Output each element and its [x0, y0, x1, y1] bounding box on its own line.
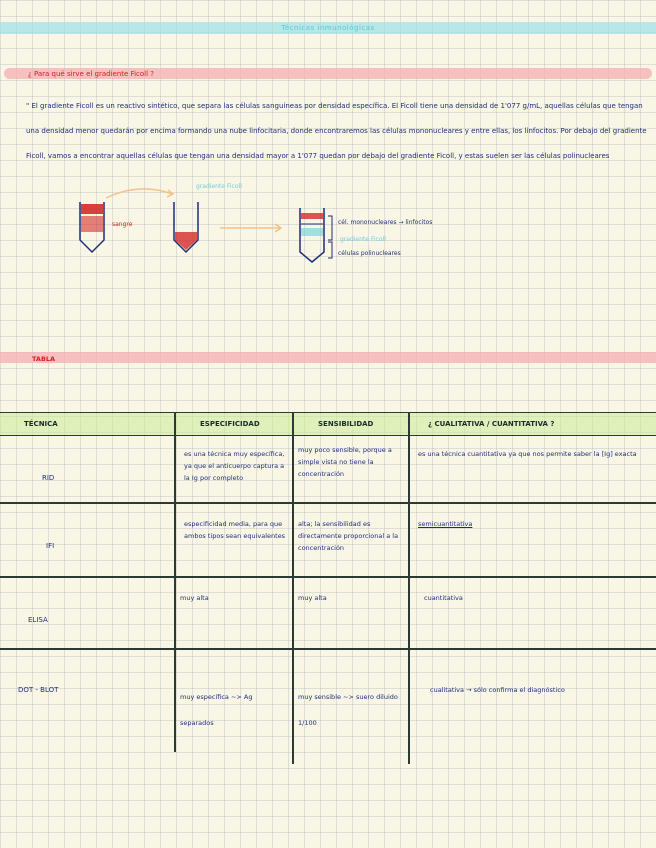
dot-blot-sensibilidad: muy sensible ~> suero diluido 1/100: [298, 693, 398, 727]
gradient-label: gradiente Ficoll: [340, 236, 386, 243]
row-divider: [0, 648, 656, 650]
header-sensibilidad: SENSIBILIDAD: [318, 420, 374, 428]
dot-blot-especificidad: muy específica ~> Ag separados: [180, 693, 253, 727]
ifi-sensibilidad: alta; la sensibilidad es directamente proporcional a la concentración: [298, 520, 399, 552]
technique-ifi: IFI: [46, 542, 55, 550]
rid-especificidad: es una técnica muy específica, ya que el anticuerpo captura a la Ig por completo: [184, 450, 285, 482]
elisa-sensibilidad: muy alta: [298, 594, 327, 602]
technique-dot-blot: DOT - BLOT: [18, 686, 59, 694]
ficoll-label: gradiente Ficoll: [196, 183, 242, 190]
row-divider: [0, 576, 656, 578]
column-divider: [408, 412, 410, 764]
ficoll-explanation: " El gradiente Ficoll es un reactivo sintético, que separa las células sanguíneas por densidad específica. El Ficoll tiene una densidad de 1'077 g/mL, aquellas células que tengan una densidad menor quedarán por encima formando una nube linfocitaria, donde encontraremos las células mononucleares y entre ellas, los linfocitos. Por debajo del gradiente Ficoll, vamos a encontrar aquellas células que tengan una densidad mayor a 1'077 quedan por debajo del gradiente Ficoll, y estas suelen ser las células polinucleares: [26, 102, 647, 160]
ifi-especificidad: especificidad media, para que ambos tipos sean equivalentes: [184, 520, 286, 540]
separated-tube: [300, 208, 324, 262]
tabla-highlight: [0, 352, 656, 363]
transfer-arrow-curved: [106, 189, 172, 198]
technique-rid: RID: [42, 474, 55, 482]
row-divider: [0, 502, 656, 504]
rid-sensibilidad: muy poco sensible, porque a simple vista no tiene la concentración: [298, 446, 392, 478]
header-cual-cuant: ¿ CUALITATIVA / CUANTITATIVA ?: [428, 420, 555, 428]
ficoll-tube: [174, 202, 198, 252]
techniques-table: [0, 412, 656, 764]
dot-blot-cual-cuant: cualitativa → sólo confirma el diagnóstico: [430, 686, 565, 694]
header-tecnica: TÉCNICA: [24, 420, 58, 428]
blood-tube: [80, 202, 104, 252]
mononuclear-label: cél. mononucleares → linfocitos: [338, 219, 433, 226]
ficoll-diagram: [70, 180, 530, 270]
blood-label: sangre: [112, 221, 133, 228]
ifi-cual-cuant: semicuantitativa: [418, 520, 473, 528]
polynuclear-label: células polinucleares: [338, 250, 401, 257]
header-especificidad: ESPECIFICIDAD: [200, 420, 260, 428]
page-title: Técnicas inmunológicas: [281, 24, 375, 32]
column-divider: [174, 412, 176, 752]
column-divider: [292, 412, 294, 764]
tabla-heading: TABLA: [32, 355, 56, 363]
elisa-especificidad: muy alta: [180, 594, 209, 602]
table-header: [0, 412, 656, 436]
question-heading: ¿ Para qué sirve el gradiente Ficoll ?: [28, 70, 155, 78]
elisa-cual-cuant: cuantitativa: [424, 594, 463, 602]
rid-cual-cuant: es una técnica cuantitativa ya que nos permite saber la [Ig] exacta: [418, 450, 637, 458]
technique-elisa: ELISA: [28, 616, 48, 624]
